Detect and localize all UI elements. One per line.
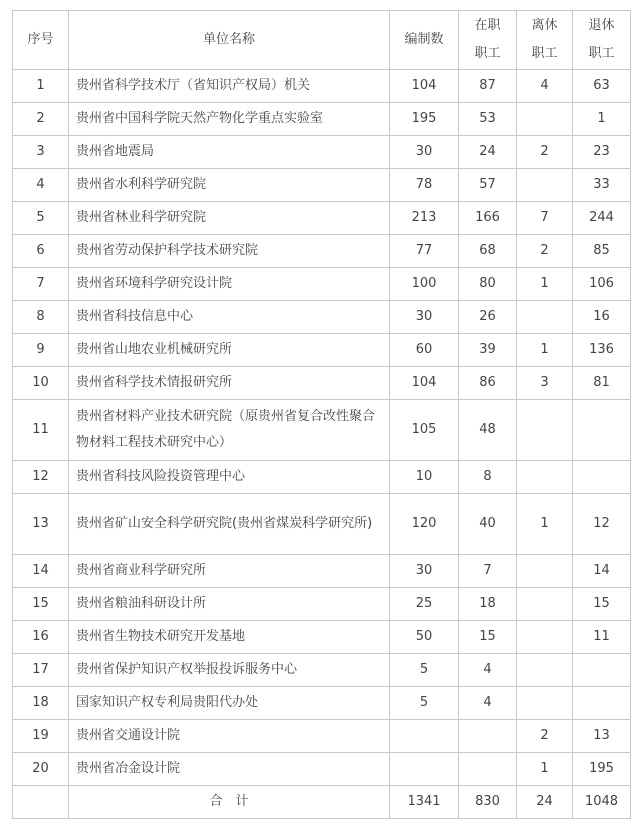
cell-seq: 16 (13, 621, 69, 654)
cell-quota: 104 (390, 70, 459, 103)
cell-active: 80 (459, 268, 517, 301)
table-row (13, 494, 631, 555)
cell-retired: 106 (573, 268, 631, 301)
cell-retired: 11 (573, 621, 631, 654)
cell-quota: 213 (390, 202, 459, 235)
cell-unit: 贵州省中国科学院天然产物化学重点实验室 (69, 103, 390, 136)
cell-unit: 贵州省劳动保护科学技术研究院 (69, 235, 390, 268)
header-active (459, 11, 517, 70)
cell-retired: 23 (573, 136, 631, 169)
cell-active: 39 (459, 334, 517, 367)
cell-quota: 5 (390, 687, 459, 720)
cell-quota: 104 (390, 367, 459, 400)
cell-active: 86 (459, 367, 517, 400)
cell-active (459, 753, 517, 786)
cell-lixiu: 1 (517, 753, 573, 786)
cell-active: 48 (459, 400, 517, 461)
cell-retired: 13 (573, 720, 631, 753)
cell-quota: 77 (390, 235, 459, 268)
table-row (13, 720, 631, 753)
cell-seq: 7 (13, 268, 69, 301)
cell-unit: 贵州省商业科学研究所 (69, 555, 390, 588)
cell-seq: 13 (13, 494, 69, 555)
table-row (13, 268, 631, 301)
table-row (13, 753, 631, 786)
header-quota: 编制数 (390, 11, 459, 70)
cell-lixiu (517, 103, 573, 136)
cell-retired (573, 654, 631, 687)
cell-active: 53 (459, 103, 517, 136)
cell-unit: 贵州省科学技术情报研究所 (69, 367, 390, 400)
cell-seq: 17 (13, 654, 69, 687)
cell-unit: 贵州省矿山安全科学研究院(贵州省煤炭科学研究所) (69, 494, 390, 555)
cell-seq: 19 (13, 720, 69, 753)
cell-retired: 81 (573, 367, 631, 400)
cell-lixiu (517, 687, 573, 720)
cell-seq: 20 (13, 753, 69, 786)
cell-active: 24 (459, 136, 517, 169)
header-retired (573, 11, 631, 70)
cell-quota: 30 (390, 301, 459, 334)
cell-lixiu (517, 301, 573, 334)
cell-retired: 14 (573, 555, 631, 588)
cell-lixiu: 2 (517, 136, 573, 169)
cell-quota: 78 (390, 169, 459, 202)
cell-unit: 贵州省科技风险投资管理中心 (69, 461, 390, 494)
cell-retired: 33 (573, 169, 631, 202)
cell-lixiu: 1 (517, 334, 573, 367)
header-active-line1: 在职 (474, 18, 501, 33)
table-row (13, 202, 631, 235)
cell-lixiu: 7 (517, 202, 573, 235)
table-row (13, 621, 631, 654)
table-row (13, 687, 631, 720)
cell-lixiu: 1 (517, 494, 573, 555)
cell-retired: 15 (573, 588, 631, 621)
cell-retired: 195 (573, 753, 631, 786)
cell-seq: 6 (13, 235, 69, 268)
cell-quota: 60 (390, 334, 459, 367)
cell-lixiu (517, 654, 573, 687)
cell-seq: 2 (13, 103, 69, 136)
cell-seq: 11 (13, 400, 69, 461)
cell-unit: 贵州省交通设计院 (69, 720, 390, 753)
cell-lixiu (517, 588, 573, 621)
table-row (13, 588, 631, 621)
cell-retired: 1 (573, 103, 631, 136)
cell-active: 15 (459, 621, 517, 654)
cell-seq: 18 (13, 687, 69, 720)
table-row (13, 461, 631, 494)
cell-seq: 5 (13, 202, 69, 235)
table-row (13, 367, 631, 400)
cell-active: 8 (459, 461, 517, 494)
cell-unit: 贵州省水利科学研究院 (69, 169, 390, 202)
cell-seq: 15 (13, 588, 69, 621)
cell-seq: 12 (13, 461, 69, 494)
table-row (13, 70, 631, 103)
cell-active: 18 (459, 588, 517, 621)
cell-seq: 10 (13, 367, 69, 400)
cell-quota (390, 720, 459, 753)
table-row (13, 654, 631, 687)
cell-retired: 63 (573, 70, 631, 103)
cell-unit: 贵州省环境科学研究设计院 (69, 268, 390, 301)
cell-active: 40 (459, 494, 517, 555)
header-lixiu (517, 11, 573, 70)
cell-quota: 195 (390, 103, 459, 136)
cell-quota: 100 (390, 268, 459, 301)
cell-active: 4 (459, 687, 517, 720)
cell-unit: 贵州省山地农业机械研究所 (69, 334, 390, 367)
cell-seq: 8 (13, 301, 69, 334)
cell-retired: 136 (573, 334, 631, 367)
table-total-row (13, 786, 631, 819)
cell-lixiu (517, 461, 573, 494)
cell-unit: 贵州省冶金设计院 (69, 753, 390, 786)
staffing-table (12, 10, 631, 819)
cell-lixiu (517, 400, 573, 461)
cell-seq: 14 (13, 555, 69, 588)
cell-quota: 105 (390, 400, 459, 461)
cell-seq: 4 (13, 169, 69, 202)
cell-seq: 3 (13, 136, 69, 169)
cell-lixiu: 3 (517, 367, 573, 400)
header-unit: 单位名称 (69, 11, 390, 70)
header-retired-line1: 退休 (588, 18, 615, 33)
cell-unit: 贵州省生物技术研究开发基地 (69, 621, 390, 654)
cell-quota: 50 (390, 621, 459, 654)
cell-retired (573, 687, 631, 720)
table-header (13, 11, 631, 70)
cell-unit: 贵州省林业科学研究院 (69, 202, 390, 235)
cell-lixiu: 2 (517, 720, 573, 753)
header-seq: 序号 (13, 11, 69, 70)
total-retired: 1048 (573, 786, 631, 819)
total-seq (13, 786, 69, 819)
cell-quota: 10 (390, 461, 459, 494)
cell-lixiu (517, 621, 573, 654)
table-body (13, 70, 631, 819)
cell-retired: 16 (573, 301, 631, 334)
table-row (13, 400, 631, 461)
total-quota: 1341 (390, 786, 459, 819)
table-row (13, 555, 631, 588)
cell-quota: 30 (390, 136, 459, 169)
cell-unit: 贵州省粮油科研设计所 (69, 588, 390, 621)
table-row (13, 103, 631, 136)
cell-unit: 国家知识产权专利局贵阳代办处 (69, 687, 390, 720)
header-retired-line2: 职工 (588, 46, 615, 61)
table-row (13, 334, 631, 367)
cell-seq: 9 (13, 334, 69, 367)
cell-active: 87 (459, 70, 517, 103)
cell-lixiu: 2 (517, 235, 573, 268)
cell-quota: 5 (390, 654, 459, 687)
table-row (13, 301, 631, 334)
cell-quota: 120 (390, 494, 459, 555)
cell-active: 68 (459, 235, 517, 268)
cell-quota: 30 (390, 555, 459, 588)
total-label: 合 计 (69, 786, 390, 819)
cell-retired: 85 (573, 235, 631, 268)
cell-retired: 244 (573, 202, 631, 235)
cell-unit: 贵州省科技信息中心 (69, 301, 390, 334)
cell-retired (573, 461, 631, 494)
cell-active (459, 720, 517, 753)
cell-seq: 1 (13, 70, 69, 103)
header-lixiu-line2: 职工 (531, 46, 558, 61)
cell-unit: 贵州省地震局 (69, 136, 390, 169)
cell-active: 26 (459, 301, 517, 334)
cell-quota (390, 753, 459, 786)
cell-active: 166 (459, 202, 517, 235)
cell-unit: 贵州省材料产业技术研究院（原贵州省复合改性聚合物材料工程技术研究中心） (69, 400, 390, 461)
total-lixiu: 24 (517, 786, 573, 819)
table-row (13, 169, 631, 202)
cell-unit: 贵州省科学技术厅（省知识产权局）机关 (69, 70, 390, 103)
table-row (13, 136, 631, 169)
header-active-line2: 职工 (474, 46, 501, 61)
cell-quota: 25 (390, 588, 459, 621)
cell-lixiu: 4 (517, 70, 573, 103)
cell-lixiu (517, 555, 573, 588)
cell-active: 4 (459, 654, 517, 687)
cell-lixiu: 1 (517, 268, 573, 301)
cell-active: 57 (459, 169, 517, 202)
cell-retired: 12 (573, 494, 631, 555)
header-lixiu-line1: 离休 (531, 18, 558, 33)
cell-unit: 贵州省保护知识产权举报投诉服务中心 (69, 654, 390, 687)
cell-active: 7 (459, 555, 517, 588)
cell-retired (573, 400, 631, 461)
total-active: 830 (459, 786, 517, 819)
table-row (13, 235, 631, 268)
cell-lixiu (517, 169, 573, 202)
